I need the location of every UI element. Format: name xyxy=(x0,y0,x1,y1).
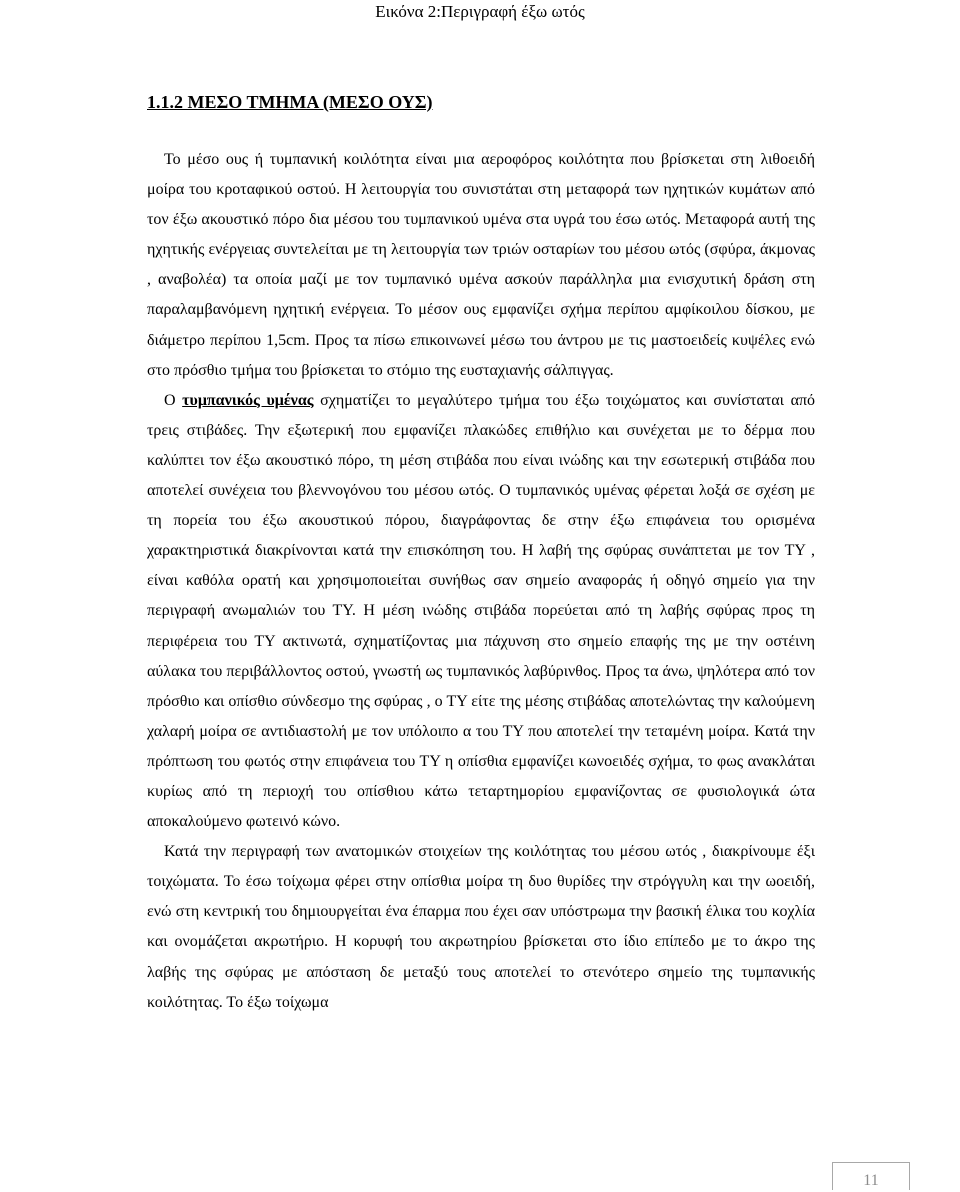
figure-caption: Εικόνα 2:Περιγραφή έξω ωτός xyxy=(375,2,585,21)
paragraph-tympanic-membrane xyxy=(147,386,815,837)
paragraph-walls: Κατά την περιγραφή των ανατομικών στοιχείων της κοιλότητας του μέσου ωτός , διακρίνουμε έξι τοιχώματα. Το έσω τοίχωμα φέρει στην οπίσθια μοίρα τη δυο θυρίδες την στρόγγυλη και την ωοειδή, ενώ στη κεντρική του δημιουργείται ένα έπαρμα που έχει σαν υπόστρωμα την βασική έλικα του κοχλία και ονομάζεται ακρωτήριο. Η κορυφή του ακρωτηρίου βρίσκεται στο ίδιο επίπεδο με το άκρο της λαβής της σφύρας με απόσταση δε μεταξύ τους αποτελεί το στενότερο σημείο της τυμπανικής κοιλότητας. Το έξω τοίχωμα xyxy=(147,843,815,1011)
document-body xyxy=(147,145,815,1018)
paragraph-continuation: σχηματίζει το μεγαλύτερο τμήμα του έξω τοιχώματος και συνίσταται από τρεις στιβάδες. Την εξωτερική που εμφανίζει πλακώδες επιθήλιο και συνέχεται με το δέρμα που καλύπτει τον έξω ακουστικό πόρο, τη μέση στιβάδα που είναι ινώδης και την εσωτερική στιβάδα που αποτελεί συνέχεια του βλεννογόνου του μέσου ωτός. Ο τυμπανικός υμένας φέρεται λοξά σε σχέση με τη πορεία του έξω ακουστικού πόρου, διαγράφοντας δε στην έξω επιφάνεια του ορισμένα χαρακτηριστικά διακρίνονται κατά την επισκόπηση του. Η λαβή της σφύρας συνάπτεται με τον ΤΥ , είναι καθόλα ορατή και χρησιμοποιείται συνήθως σαν σημείο αναφοράς ή οδηγό σημείο για την περιγραφή ανωμαλιών του ΤΥ. Η μέση ινώδης στιβάδα πορεύεται από τη λαβής σφύρας προς τη περιφέρεια του ΤΥ ακτινωτά, σχηματίζοντας μια πάχυνση στο σημείο επαφής της με την οστέινη αύλακα του περιβάλλοντος οστού, γνωστή ως τυμπανικός λαβύρινθος. Προς τα άνω, ψηλότερα από τον πρόσθιο και οπίσθιο σύνδεσμο της σφύρας , ο ΤΥ είτε της μέσης στιβάδας αποτελώντας την καλούμενη χαλαρή μοίρα σε αντιδιαστολή με τον υπόλοιπο α του ΤΥ που αποτελεί την τεταμένη μοίρα. Κατά την πρόπτωση του φωτός στην επιφάνεια του ΤΥ η οπίσθια εμφανίζει κωνοειδές σχήμα, το φως ανακλάται κυρίως από τη περιοχή του οπίσθιου κάτω τεταρτημορίου εμφανίζοντας σε φυσιολογικά ώτα αποκαλούμενο φωτεινό κώνο. xyxy=(147,391,816,831)
paragraph-start: Ο xyxy=(164,391,176,409)
section-title: 1.1.2 ΜΕΣΟ ΤΜΗΜΑ (ΜΕΣΟ ΟΥΣ) xyxy=(147,92,433,112)
term-tympanic-membrane: τυμπανικός υμένας xyxy=(182,391,314,409)
page-number-box xyxy=(832,1162,910,1190)
paragraph-middle-ear-intro: Το μέσο ους ή τυμπανική κοιλότητα είναι μια αεροφόρος κοιλότητα που βρίσκεται στη λιθοειδή μοίρα του κροταφικού οστού. Η λειτουργία του συνιστάται στη μεταφορά των ηχητικών κυμάτων από τον έξω ακουστικό πόρο δια μέσου του τυμπανικού υμένα στα υγρά του έσω ωτός. Μεταφορά αυτή της ηχητικής ενέργειας συντελείται με τη λειτουργία των τριών οσταρίων του μέσου ωτός (σφύρα, άκμονας , αναβολέα) τα οποία μαζί με τον τυμπανικό υμένα ασκούν παράλληλα μια ενισχυτική δράση στη παραλαμβανόμενη ηχητική ενέργεια. Το μέσον ους εμφανίζει σχήμα περίπου αμφίκοιλου δίσκου, με διάμετρο περίπου 1,5cm. Προς τα πίσω επικοινωνεί μέσω του άντρου με τις μαστοειδείς κυψέλες ενώ στο πρόσθιο τμήμα του βρίσκεται το στόμιο της ευσταχιανής σάλπιγγας. xyxy=(147,151,815,379)
page-number: 11 xyxy=(863,1172,879,1189)
